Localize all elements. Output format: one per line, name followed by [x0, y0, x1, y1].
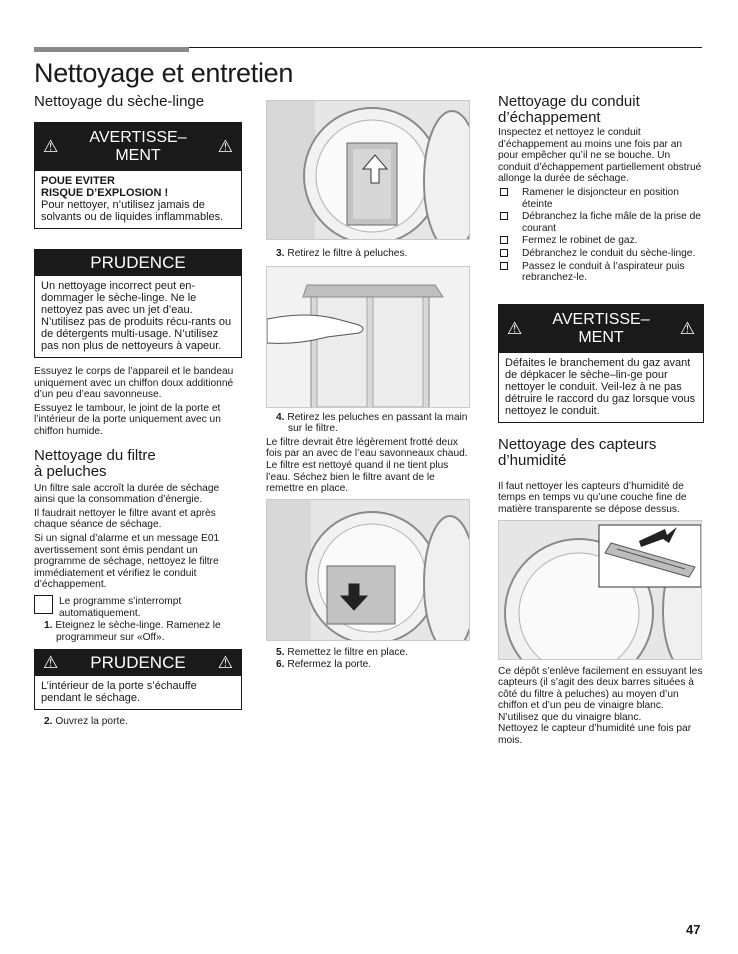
- warning-box-body: Défaites le branchement du gaz avant de dépkacer le sèche–lin-ge pour nettoyer le conduit. Veil-lez à ne pas détruire le raccord du gaz lorsque vous nettoyez le conduit.: [505, 356, 696, 417]
- step-2: 2. Ouvrez la porte.: [44, 716, 128, 728]
- paragraph: N’utilisez que du vinaigre blanc.: [498, 711, 642, 723]
- checkbox-icon: [500, 236, 508, 244]
- paragraph: Essuyez le corps de l’appareil et le bandeau uniquement avec un chiffon doux additionné d’un peu d’eau savonneuse.: [34, 366, 234, 401]
- note-text: Le programme s’interrompt automatiquement.: [59, 595, 182, 619]
- filter-cleaning-illustration: [267, 267, 470, 408]
- checkbox-icon: [500, 188, 508, 196]
- warning-triangle-icon: ⚠: [217, 137, 233, 156]
- caution-box-body: L’intérieur de la porte s’échauffe pendant le séchage.: [41, 680, 197, 705]
- section-heading-lint-filter: Nettoyage du filtre à peluches: [34, 446, 156, 480]
- checklist-item: Débranchez la fiche mâle de la prise de courant: [498, 211, 704, 234]
- warning-box-header: ⚠ AVERTISSE– MENT ⚠: [499, 305, 703, 353]
- column-right: [498, 94, 704, 749]
- warning-triangle-icon: ⚠: [43, 653, 59, 673]
- warning-box-body: POUE EVITER RISQUE D’EXPLOSION ! Pour nettoyer, n’utilisez jamais de solvants ou de liquides inflammables.: [41, 175, 224, 223]
- header-accent-bar: [34, 47, 189, 52]
- warning-triangle-icon: ⚠: [43, 137, 59, 156]
- caution-box-header: PRUDENCE: [35, 250, 241, 276]
- checkbox-icon: [500, 212, 508, 220]
- paragraph: Un filtre sale accroît la durée de séchage ainsi que la consommation d’énergie.: [34, 482, 220, 506]
- duct-cleaning-checklist: [498, 187, 704, 284]
- checklist-item: Fermez le robinet de gaz.: [498, 235, 704, 247]
- page-number: 47: [686, 922, 701, 937]
- section-heading-dryer-cleaning: Nettoyage du sèche-linge: [34, 93, 205, 110]
- step-1: 1. Eteignez le sèche-linge. Ramenez le programmeur sur «Off».: [44, 620, 221, 643]
- checklist-item: Ramener le disjoncteur en position éteinte: [498, 187, 704, 210]
- paragraph: Inspectez et nettoyez le conduit d’échappement au moins une fois par an pour empêcher qu’il ne se bouche. Un conduit d’échappement partiellement obstrué allonge la durée de séchage.: [498, 127, 702, 185]
- page-title: Nettoyage et entretien: [34, 58, 294, 88]
- dryer-drum-insert-illustration: [267, 500, 470, 641]
- paragraph: Essuyez le tambour, le joint de la porte et l’intérieur de la porte uniquement avec un chiffon humide.: [34, 402, 221, 437]
- illustration-humidity-sensor: [498, 520, 702, 660]
- note-row: [34, 595, 242, 619]
- paragraph: Il faut nettoyer les capteurs d’humidité de temps en temps vu qu’une couche fine de matière transparente se dépose dessus.: [498, 480, 687, 515]
- illustration-remove-filter: [266, 100, 470, 240]
- illustration-insert-filter: [266, 499, 470, 641]
- paragraph: Le filtre devrait être légèrement frotté deux fois par an avec de l’eau savonneaux chaud. Le filtre est nettoyé quand il ne tient plus l’eau. Séchez bien le filtre avant de le remettre en place.: [266, 436, 468, 495]
- warning-box-gas: [498, 304, 704, 423]
- caution-box-cleaning: [34, 249, 242, 358]
- illustration-clean-filter: [266, 266, 470, 408]
- column-left: [34, 94, 242, 729]
- caution-box-hot-door: [34, 649, 242, 710]
- checkbox-icon: [500, 249, 508, 257]
- paragraph: Ce dépôt s’enlève facilement en essuyant les capteurs (il s’agit des deux barres situées à côté du filtre à peluches) au moyen d’un chiffon et d’un peu de vinaigre blanc.: [498, 665, 703, 712]
- step-3: 3. Retirez le filtre à peluches.: [276, 248, 408, 259]
- section-heading-exhaust-duct: Nettoyage du conduit d’échappement: [498, 93, 640, 126]
- step-5: 5. Remettez le filtre en place.: [276, 646, 408, 658]
- warning-triangle-icon: ⚠: [217, 653, 233, 673]
- warning-box-explosion: [34, 122, 242, 229]
- checklist-item: Débranchez le conduit du sèche-linge.: [498, 248, 704, 260]
- warning-triangle-icon: ⚠: [679, 318, 695, 338]
- paragraph: Nettoyez le capteur d’humidité une fois par mois.: [498, 723, 692, 747]
- note-checkbox-icon: [34, 595, 53, 614]
- warning-triangle-icon: ⚠: [507, 318, 523, 338]
- paragraph: Si un signal d’alarme et un message E01 avertissement sont émis pendant un programme de séchage, nettoyez le filtre immédiatement et vérifiez le conduit d’échappement.: [34, 532, 220, 591]
- caution-box-body: Un nettoyage incorrect peut en-dommager le sèche-linge. Ne le nettoyez pas avec un jet d’eau. N’utilisez pas de produits récu-rants ou de détergents multi-usage. N’utilisez pas non plus de nettoyeurs à vapeur.: [41, 280, 232, 352]
- checklist-item: Passez le conduit à l’aspirateur puis rebranchez-le.: [498, 261, 704, 284]
- step-4: 4. Retirez les peluches en passant la main sur le filtre.: [276, 411, 468, 435]
- warning-box-header: ⚠ AVERTISSE– MENT ⚠: [35, 123, 241, 171]
- column-middle: [266, 100, 470, 672]
- step-6: 6. Refermez la porte.: [276, 659, 372, 671]
- dryer-drum-illustration: [267, 101, 470, 240]
- caution-box-header: ⚠ PRUDENCE ⚠: [35, 650, 241, 676]
- section-heading-humidity-sensors: Nettoyage des capteurs d’humidité: [498, 435, 657, 469]
- humidity-sensor-illustration: [499, 521, 702, 660]
- checkbox-icon: [500, 262, 508, 270]
- paragraph: Il faudrait nettoyer le filtre avant et après chaque séance de séchage.: [34, 507, 216, 531]
